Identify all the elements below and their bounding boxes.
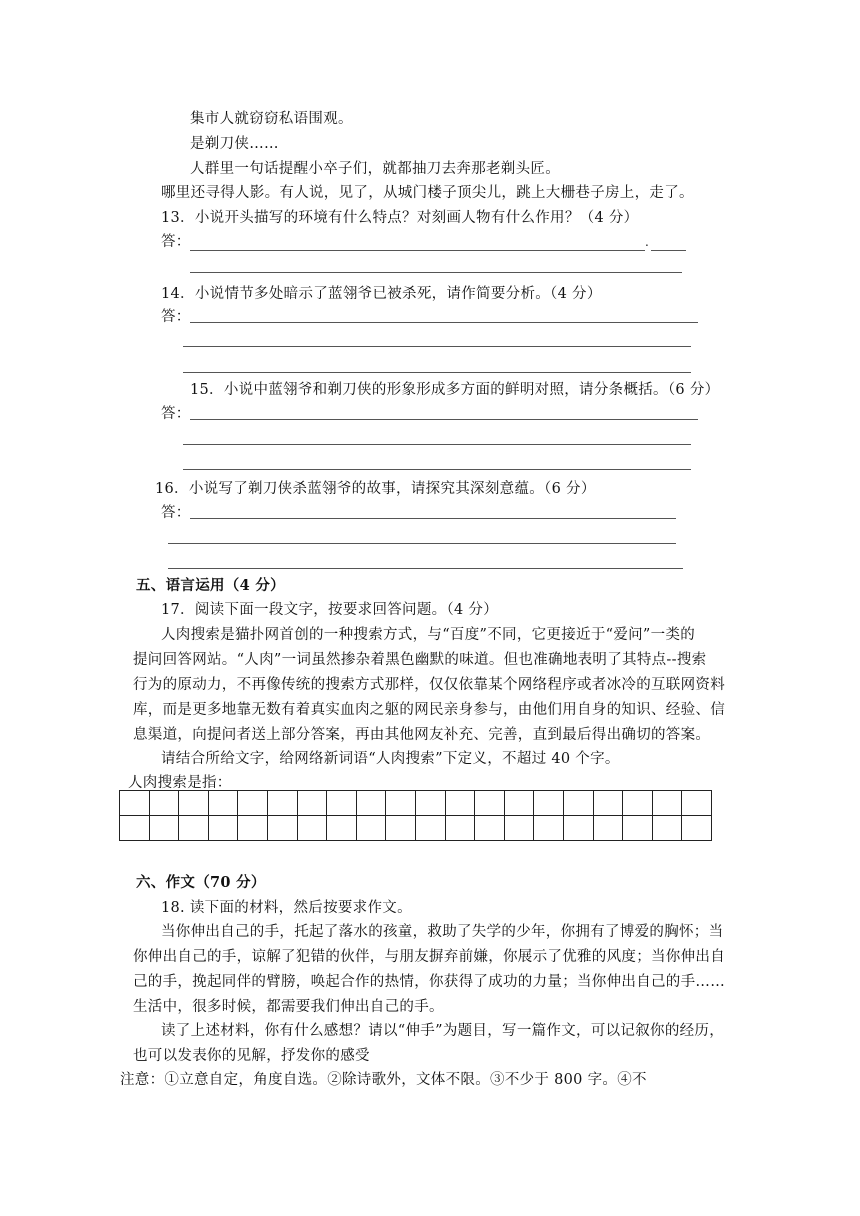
grid-cell[interactable] — [445, 816, 475, 841]
grid-cell[interactable] — [297, 816, 327, 841]
passage-line: 提问回答网站。“人肉”一词虽然掺杂着黑色幽默的味道。但也准确地表明了其特点--搜索 — [133, 652, 707, 668]
answer-line[interactable] — [183, 372, 691, 373]
answer-line[interactable] — [183, 346, 691, 347]
answer-grid[interactable] — [119, 790, 712, 841]
grid-cell[interactable] — [623, 816, 653, 841]
requirement-line: 读了上述材料，你有什么感想？请以“伸手”为题目，写一篇作文，可以记叙你的经历， — [161, 1023, 725, 1039]
answer-line[interactable] — [183, 469, 691, 470]
requirement-line: 也可以发表你的见解，抒发你的感受 — [133, 1048, 370, 1064]
grid-cell[interactable] — [356, 791, 386, 816]
answer-label: 答： — [161, 309, 191, 325]
grid-cell[interactable] — [504, 816, 534, 841]
grid-cell[interactable] — [238, 816, 268, 841]
grid-cell[interactable] — [327, 816, 357, 841]
grid-cell[interactable] — [534, 816, 564, 841]
grid-cell[interactable] — [149, 791, 179, 816]
grid-cell[interactable] — [120, 816, 150, 841]
material-line: 你伸出自己的手，谅解了犯错的伙伴，与朋友摒弃前嫌，你展示了优雅的风度；当你伸出自 — [133, 949, 725, 965]
story-line: 集市人就窃窃私语围观。 — [190, 111, 353, 127]
section-6-title: 六、作文（70 分） — [136, 874, 266, 891]
answer-prompt: 人肉搜索是指： — [128, 775, 232, 791]
passage-line: 人肉搜索是猫扑网首创的一种搜索方式，与“百度”不同，它更接近于“爱问”一类的 — [161, 627, 696, 643]
question-16: 16．小说写了剃刀侠杀蓝翎爷的故事，请探究其深刻意蕴。（6 分） — [155, 481, 596, 497]
answer-line[interactable] — [190, 419, 698, 420]
question-17: 17．阅读下面一段文字，按要求回答问题。（4 分） — [161, 602, 499, 618]
grid-cell[interactable] — [682, 791, 712, 816]
grid-cell[interactable] — [593, 816, 623, 841]
grid-cell[interactable] — [534, 791, 564, 816]
question-13: 13．小说开头描写的环境有什么特点？对刻画人物有什么作用？（4 分） — [161, 210, 639, 226]
grid-cell[interactable] — [149, 816, 179, 841]
note-line: 注意：①立意自定，角度自选。②除诗歌外，文体不限。③不少于 800 字。④不 — [120, 1072, 647, 1088]
grid-cell[interactable] — [475, 791, 505, 816]
answer-line[interactable] — [168, 543, 676, 544]
question-15: 15．小说中蓝翎爷和剃刀侠的形象形成多方面的鲜明对照，请分条概括。（6 分） — [190, 382, 720, 398]
grid-cell[interactable] — [504, 791, 534, 816]
instruction: 请结合所给文字，给网络新词语“人肉搜索”下定义，不超过 40 个字。 — [161, 751, 620, 767]
grid-cell[interactable] — [563, 816, 593, 841]
grid-cell[interactable] — [179, 816, 209, 841]
passage-line: 库，而是更多地靠无数有着真实血肉之躯的网民亲身参与，由他们用自身的知识、经验、信 — [133, 702, 725, 718]
answer-label: 答： — [161, 505, 191, 521]
answer-label: 答： — [161, 406, 191, 422]
story-line: 是剃刀侠…… — [190, 136, 279, 152]
grid-cell[interactable] — [445, 791, 475, 816]
grid-cell[interactable] — [267, 816, 297, 841]
grid-cell[interactable] — [208, 816, 238, 841]
story-line: 哪里还寻得人影。有人说，见了，从城门楼子顶尖儿，跳上大栅巷子房上，走了。 — [161, 185, 694, 201]
grid-cell[interactable] — [563, 791, 593, 816]
grid-cell[interactable] — [682, 816, 712, 841]
grid-cell[interactable] — [386, 816, 416, 841]
question-18: 18. 读下面的材料，然后按要求作文。 — [161, 900, 412, 916]
answer-line[interactable] — [190, 322, 698, 323]
grid-cell[interactable] — [356, 816, 386, 841]
grid-row — [120, 816, 712, 841]
question-14: 14．小说情节多处暗示了蓝翎爷已被杀死，请作简要分析。（4 分） — [161, 286, 602, 302]
material-line: 己的手，挽起同伴的臂膀，唤起合作的热情，你获得了成功的力量；当你伸出自己的手…… — [133, 974, 725, 990]
answer-line[interactable] — [168, 568, 683, 569]
grid-cell[interactable] — [386, 791, 416, 816]
grid-cell[interactable] — [297, 791, 327, 816]
grid-cell[interactable] — [238, 791, 268, 816]
passage-line: 行为的原动力，不再像传统的搜索方式那样，仅仅依靠某个网络程序或者冰冷的互联网资料 — [133, 677, 725, 693]
material-line: 当你伸出自己的手，托起了落水的孩童，救助了失学的少年，你拥有了博爱的胸怀；当 — [161, 924, 724, 940]
grid-cell[interactable] — [652, 816, 682, 841]
material-line: 生活中，很多时候，都需要我们伸出自己的手。 — [133, 999, 444, 1015]
period-mark: . — [645, 235, 650, 249]
grid-cell[interactable] — [623, 791, 653, 816]
grid-cell[interactable] — [415, 791, 445, 816]
grid-row — [120, 791, 712, 816]
story-line: 人群里一句话提醒小卒子们，就都抽刀去奔那老剃头匠。 — [190, 161, 560, 177]
grid-cell[interactable] — [179, 791, 209, 816]
answer-line[interactable] — [190, 250, 645, 251]
answer-line[interactable] — [651, 250, 686, 251]
answer-label: 答： — [161, 234, 191, 250]
grid-cell[interactable] — [652, 791, 682, 816]
answer-line[interactable] — [190, 272, 682, 273]
grid-cell[interactable] — [593, 791, 623, 816]
answer-line[interactable] — [190, 518, 676, 519]
grid-cell[interactable] — [327, 791, 357, 816]
grid-cell[interactable] — [208, 791, 238, 816]
grid-cell[interactable] — [120, 791, 150, 816]
passage-line: 息渠道，向提问者送上部分答案，再由其他网友补充、完善，直到最后得出确切的答案。 — [133, 727, 711, 743]
grid-cell[interactable] — [267, 791, 297, 816]
grid-cell[interactable] — [475, 816, 505, 841]
answer-line[interactable] — [183, 444, 691, 445]
section-5-title: 五、语言运用（4 分） — [136, 577, 285, 594]
grid-cell[interactable] — [415, 816, 445, 841]
